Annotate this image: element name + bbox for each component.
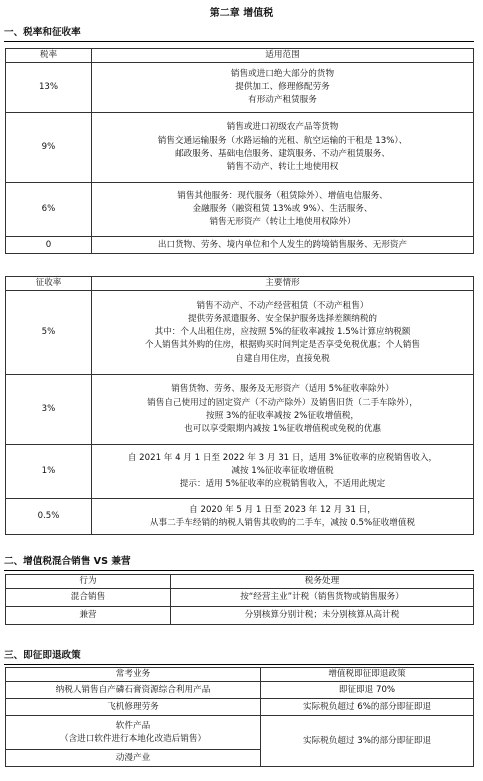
situation-line: 减按 1%征收率征收增值税 xyxy=(231,466,334,477)
table-row xyxy=(6,607,474,625)
situation-line: 从事二手车经销的纳税人销售其收购的二手车，减按 0.5%征收增值税 xyxy=(149,517,416,528)
behavior-cell: 混合销售 xyxy=(6,589,171,607)
situation-line: 自 2020 年 5 月 1 日至 2023 年 12 月 31 日， xyxy=(189,504,376,515)
scope-line: 提供加工、修理修配劳务 xyxy=(235,82,330,93)
situation-line: 销售自己使用过的固定资产（不动产除外）及销售旧货（二手车除外）， xyxy=(147,397,418,408)
header-behavior: 行为 xyxy=(6,575,171,589)
business-cell xyxy=(6,699,261,716)
situation-line: 提供劳务派遣服务、安全保护服务选择差额纳税的 xyxy=(187,313,378,324)
treatment-cell: 按“经营主业”计税（销售货物或销售服务） xyxy=(171,589,474,607)
section-heading-mixed-sales: 二、增值税混合销售 VS 兼营 xyxy=(4,556,131,567)
scope-line: 出口货物、劳务、境内单位和个人发生的跨境销售服务、无形资产 xyxy=(157,239,408,250)
section-heading-rates: 一、税率和征收率 xyxy=(4,27,81,38)
rate-cell: 3% xyxy=(6,375,92,445)
table-row xyxy=(6,699,474,716)
situation-line: 自 2021 年 4 月 1 日至 2022 年 3 月 31 日，适用 3%征收率的应税销售收入， xyxy=(127,452,438,463)
header-levy-rate: 征收率 xyxy=(6,277,92,291)
rate-cell: 13% xyxy=(6,63,92,113)
header-situation: 主要情形 xyxy=(92,277,474,291)
scope-cell xyxy=(92,237,474,254)
situation-line: 其中：个人出租住房，应按照 5%的征收率减按 1.5%计算应纳税额 xyxy=(154,327,411,338)
business-cell xyxy=(6,682,261,699)
header-policy: 增值税即征即退政策 xyxy=(261,668,474,682)
mixed-sales-table xyxy=(5,574,474,625)
scope-line: 邮政服务、基础电信服务、建筑服务、不动产租赁服务、 xyxy=(175,148,390,159)
rate-cell: 0.5% xyxy=(6,499,92,535)
policy-cell: 即征即退 70% xyxy=(261,682,474,699)
situation-line: 也可以享受限期内减按 1%征收增值税或免税的优惠 xyxy=(184,424,381,435)
business-line: 飞机修理劳务 xyxy=(107,701,159,712)
table-row xyxy=(6,183,474,237)
scope-line: 销售无形资产（转让土地使用权除外） xyxy=(209,217,356,228)
refund-policy-table xyxy=(5,667,474,767)
business-cell xyxy=(6,750,261,767)
scope-line: 销售其他服务：现代服务（租赁除外）、增值电信服务、 xyxy=(177,190,388,201)
table-row xyxy=(6,113,474,183)
situation-line: 自建自用住房，直接免税 xyxy=(235,353,330,364)
situation-cell xyxy=(92,291,474,375)
scope-cell xyxy=(92,63,474,113)
page-title: 第二章 增值税 xyxy=(209,8,274,19)
situation-line: 销售货物、劳务、服务及无形资产（适用 5%征收率除外） xyxy=(171,384,394,395)
table-row xyxy=(6,589,474,607)
business-line: 软件产品 xyxy=(115,720,151,731)
scope-cell xyxy=(92,113,474,183)
situation-line: 销售不动产、不动产经营租赁（不动产租售） xyxy=(196,300,369,311)
business-line: （含进口软件进行本地化改造后销售） xyxy=(59,733,207,744)
business-line: 纳税人销售自产磷石膏资源综合利用产品 xyxy=(55,684,211,695)
levy-rate-table xyxy=(5,276,474,535)
scope-cell xyxy=(92,183,474,237)
table-row xyxy=(6,63,474,113)
situation-line: 个人销售其外购的住房，根据购买时间判定是否享受免税优惠；个人销售 xyxy=(144,340,420,351)
situation-cell xyxy=(92,375,474,445)
rate-cell: 0 xyxy=(6,237,92,254)
table-row xyxy=(6,237,474,254)
situation-line: 提示：适用 5%征收率的应税销售收入，不适用此规定 xyxy=(179,479,386,490)
rate-cell: 1% xyxy=(6,445,92,499)
section-heading-refund-policy: 三、即征即退政策 xyxy=(4,650,81,661)
table-row xyxy=(6,291,474,375)
scope-line: 销售或进口绝大部分的货物 xyxy=(230,68,335,79)
table-row xyxy=(6,716,474,750)
scope-line: 金融服务（融资租赁 13%或 9%）、生活服务、 xyxy=(192,204,373,215)
scope-line: 销售不动产、转让土地使用权 xyxy=(226,162,339,173)
policy-cell: 实际税负超过 3%的部分即征即退 xyxy=(261,716,474,767)
section-divider xyxy=(4,664,474,665)
business-cell xyxy=(6,716,261,750)
scope-line: 有形动产租赁服务 xyxy=(248,95,317,106)
header-business: 常考业务 xyxy=(6,668,261,682)
table-row xyxy=(6,445,474,499)
section-divider xyxy=(4,570,474,571)
table-row xyxy=(6,375,474,445)
header-tax-treatment: 税务处理 xyxy=(171,575,474,589)
policy-cell: 实际税负超过 6%的部分即征即退 xyxy=(261,699,474,716)
table-row xyxy=(6,499,474,535)
behavior-cell: 兼营 xyxy=(6,607,171,625)
tax-rate-table xyxy=(5,48,474,254)
header-scope: 适用范围 xyxy=(92,49,474,63)
table-row xyxy=(6,682,474,699)
situation-cell xyxy=(92,499,474,535)
situation-cell xyxy=(92,445,474,499)
rate-cell: 9% xyxy=(6,113,92,183)
situation-line: 按照 3%的征收率减按 2%征收增值税， xyxy=(205,410,360,421)
scope-line: 销售交通运输服务（水路运输的光租、航空运输的干租是 13%）、 xyxy=(157,135,408,146)
header-rate: 税率 xyxy=(6,49,92,63)
scope-line: 销售或进口初级农产品等货物 xyxy=(226,122,339,133)
business-line: 动漫产业 xyxy=(115,752,151,763)
section-divider xyxy=(4,41,474,42)
rate-cell: 6% xyxy=(6,183,92,237)
treatment-cell: 分别核算分别计税；未分别核算从高计税 xyxy=(171,607,474,625)
rate-cell: 5% xyxy=(6,291,92,375)
